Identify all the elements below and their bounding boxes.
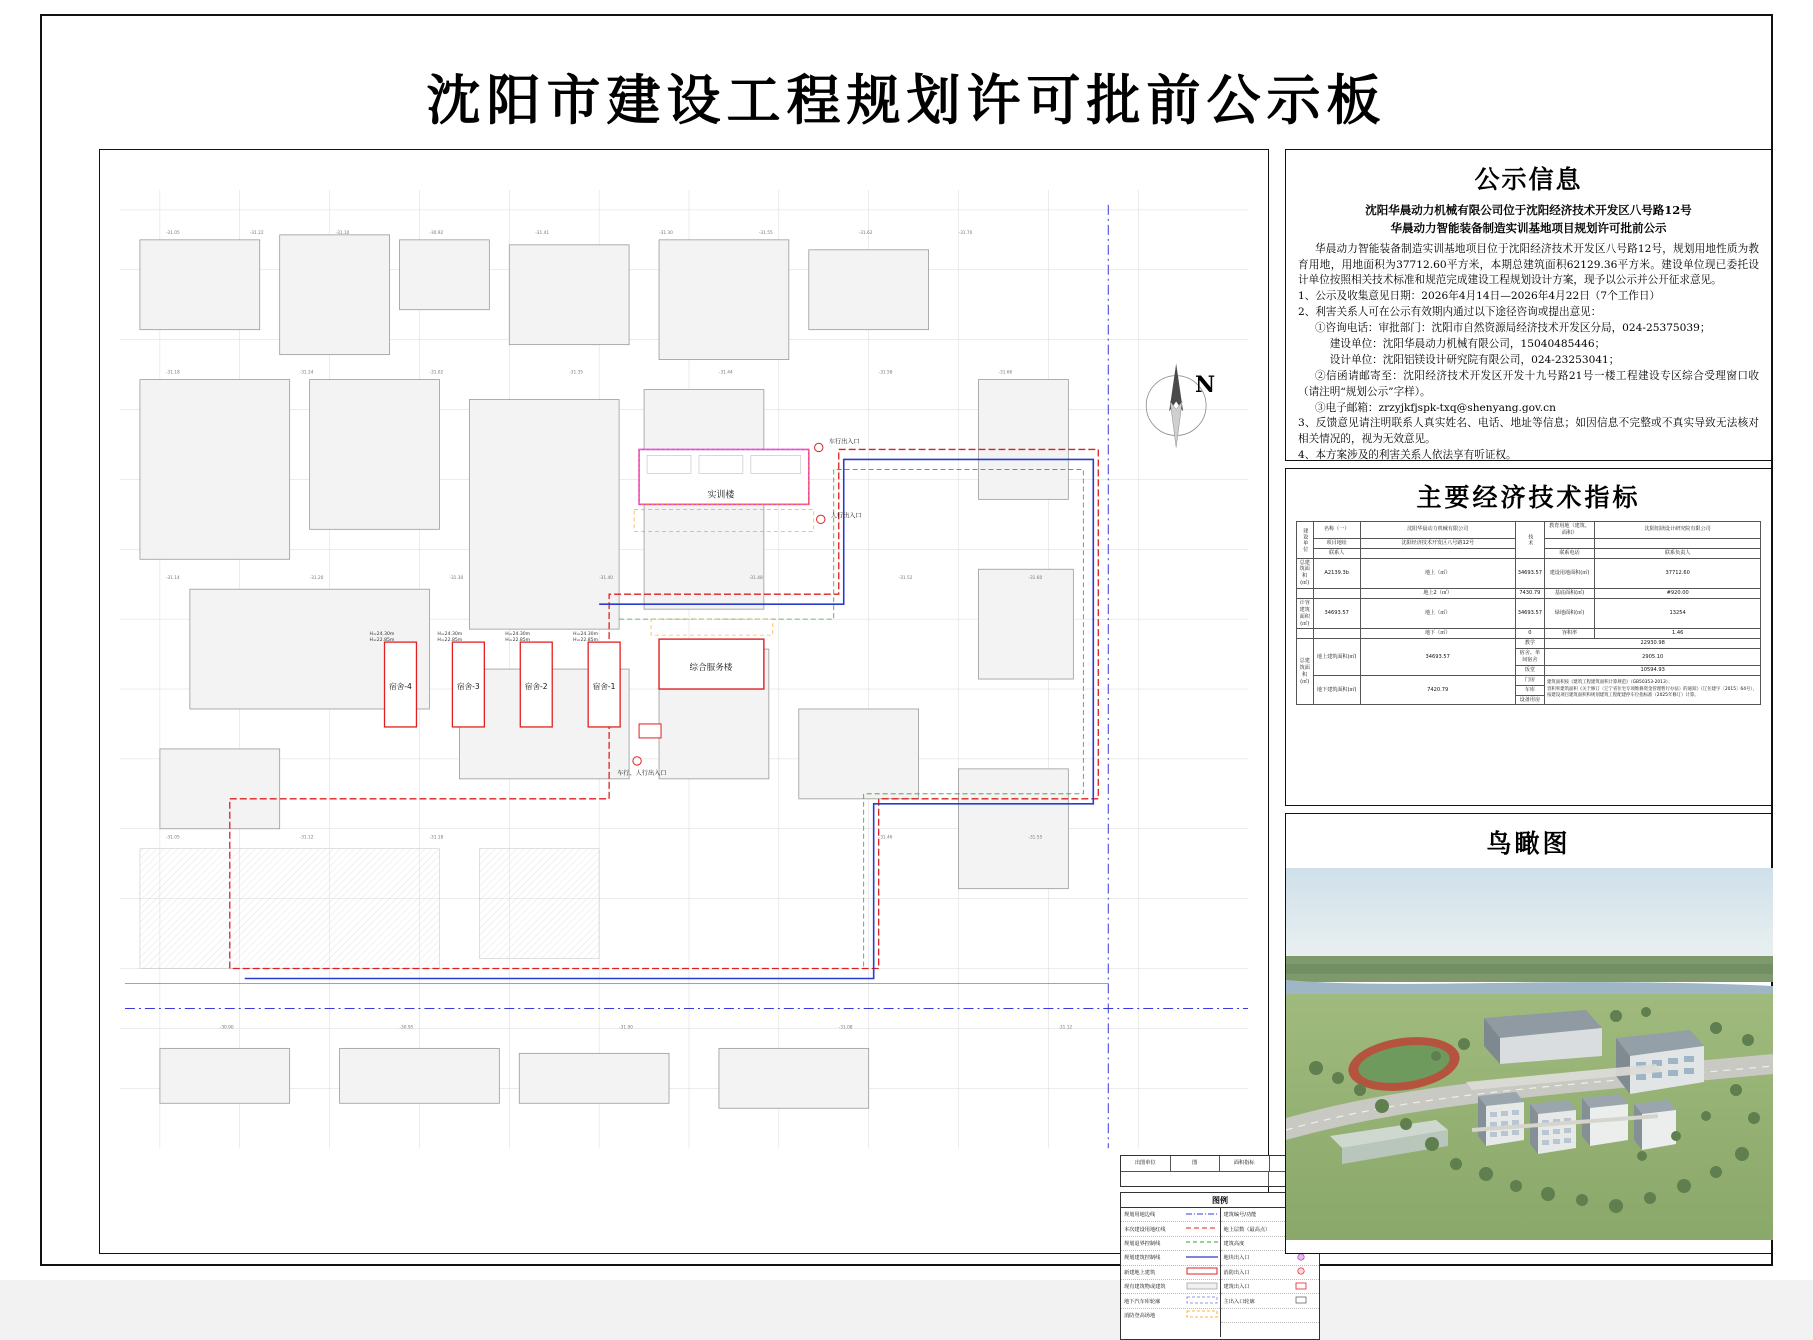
- svg-text:-31.30: -31.30: [449, 576, 464, 582]
- svg-text:-31.02: -31.02: [429, 370, 444, 376]
- legend-symbol-building-entrance: [1283, 1282, 1319, 1292]
- cell: 沈阳经济技术开发区八号路12号: [1360, 538, 1515, 548]
- cell: 地上（㎡）: [1360, 558, 1515, 589]
- cell: 教学: [1515, 639, 1544, 649]
- svg-text:-31.10: -31.10: [335, 230, 350, 236]
- svg-text:-31.46: -31.46: [878, 835, 893, 841]
- notice-item-2: 2、利害关系人可在公示有效期内通过以下途径咨询或提出意见：: [1298, 306, 1602, 319]
- legend-symbol-red-dash: [1184, 1225, 1220, 1233]
- legend-symbol-fire-entrance: [1283, 1267, 1319, 1277]
- legend-item: 建筑高度: [1221, 1237, 1320, 1251]
- notice-panel: [1285, 149, 1772, 461]
- table-row: [1296, 629, 1761, 639]
- table-row: [1296, 522, 1761, 539]
- legend-item: 规划退界控制线: [1121, 1237, 1220, 1251]
- north-arrow-label: N: [1195, 372, 1216, 398]
- indicators-panel: [1285, 468, 1772, 806]
- svg-text:H=24.30m: H=24.30m: [505, 632, 531, 638]
- svg-text:-31.14: -31.14: [165, 576, 180, 582]
- svg-text:宿舍-4: 宿舍-4: [389, 682, 412, 692]
- legend-left-column: [1121, 1208, 1220, 1337]
- aerial-view-panel: [1285, 813, 1772, 1254]
- row-head-design: 技术: [1515, 522, 1544, 559]
- svg-text:-31.55: -31.55: [758, 230, 773, 236]
- cell: 0: [1515, 629, 1544, 639]
- cell: 门房: [1515, 675, 1544, 685]
- scale-cell-0: 出图单位: [1121, 1156, 1171, 1171]
- notice-item-3: 3、反馈意见请注明联系人真实姓名、电话、地址等信息；如因信息不完整或不真实导致无法核对相关情况的，视为无效意见。: [1298, 417, 1759, 446]
- svg-text:-31.30: -31.30: [659, 230, 673, 236]
- cell: 建设用地面积(㎡): [1545, 558, 1595, 589]
- cell: 13254: [1595, 598, 1761, 629]
- aerial-render: [1286, 868, 1773, 1240]
- row-code: [1313, 589, 1360, 599]
- cell: 项目地址: [1313, 538, 1360, 548]
- notice-subtitle-line1: 沈阳华晨动力机械有限公司位于沈阳经济技术开发区八号路12号: [1365, 203, 1692, 217]
- svg-text:-31.35: -31.35: [569, 370, 584, 376]
- legend-symbol-green-dash: [1184, 1239, 1220, 1247]
- notice-subitem-4: ②信函请邮寄至：沈阳经济技术开发区开发十九号路21号一楼工程建设专区综合受理窗口收（请注明“规划公示”字样）。: [1298, 369, 1759, 398]
- cell: 地上建筑面积(㎡): [1313, 639, 1360, 676]
- svg-text:综合服务楼: 综合服务楼: [689, 663, 733, 674]
- row-code: A2139.3b: [1313, 558, 1360, 589]
- cell: [1595, 538, 1761, 548]
- svg-text:-31.20: -31.20: [309, 576, 324, 582]
- legend-symbol-dashdot: [1184, 1211, 1220, 1219]
- svg-text:-31.58: -31.58: [878, 370, 893, 376]
- legend-symbol-parking: [1283, 1296, 1319, 1306]
- table-row: [1296, 639, 1761, 649]
- cell: 地下建筑面积(㎡): [1313, 675, 1360, 705]
- cell: 2905.10: [1545, 649, 1761, 666]
- svg-text:-31.60: -31.60: [1028, 576, 1043, 582]
- legend-item: 消防出入口: [1221, 1266, 1320, 1280]
- svg-text:H=22.85m: H=22.85m: [505, 638, 531, 644]
- legend-item: 主出入口轮廓: [1221, 1294, 1320, 1308]
- svg-text:宿舍-3: 宿舍-3: [457, 682, 480, 692]
- svg-text:-31.05: -31.05: [165, 230, 180, 236]
- cell: 沈阳华晨动力机械有限公司: [1360, 522, 1515, 539]
- notice-item-1: 1、公示及收集意见日期：2026年4月14日—2026年4月22日（7个工作日）: [1298, 290, 1661, 303]
- cell: 34693.57: [1515, 558, 1544, 589]
- svg-text:H=24.30m: H=24.30m: [573, 632, 599, 638]
- legend-item: 建筑编号/功能: [1221, 1208, 1320, 1222]
- cell: 10594.93: [1545, 665, 1761, 675]
- legend-symbol-fire-lane: [1184, 1310, 1220, 1320]
- notice-body: [1298, 242, 1759, 464]
- cell: 名称（一）: [1313, 522, 1360, 539]
- row-label: 总建筑面积(㎡): [1296, 639, 1313, 705]
- cell: [1545, 538, 1595, 548]
- row-label: [1296, 589, 1313, 599]
- svg-text:宿舍-1: 宿舍-1: [592, 682, 616, 692]
- svg-text:-31.40: -31.40: [599, 576, 613, 582]
- legend-item: 规划用地边线: [1121, 1208, 1220, 1222]
- row-label: [1296, 629, 1313, 639]
- cell: 37712.60: [1595, 558, 1761, 589]
- legend-symbol-basement: [1184, 1296, 1220, 1306]
- notice-heading: 公示信息: [1474, 165, 1583, 194]
- cell: 地上2（㎡）: [1360, 589, 1515, 599]
- legend-spacer: [1221, 1323, 1320, 1336]
- indicators-table: [1296, 521, 1762, 705]
- svg-text:-31.24: -31.24: [299, 370, 314, 376]
- svg-text:-31.55: -31.55: [1028, 835, 1043, 841]
- row-code: 34693.57: [1313, 598, 1360, 629]
- notice-subtitle-line2: 华晨动力智能装备制造实训基地项目规划许可批前公示: [1390, 220, 1667, 235]
- cell: 设备用房: [1515, 695, 1544, 705]
- cell: 联系负责人: [1595, 548, 1761, 558]
- table-note: 建筑面积按《建筑工程建筑面积计算规范》（GB50353-2013）； 容积率建筑面积《关于修订〈辽宁省住宅专项维修资金管理暂行办法〉的通知》（辽住建字〔2015〕64号）， 按建设项目建筑面积和规划建筑工程配建停车位指标准（2025年修订）计算。: [1545, 675, 1761, 705]
- legend-item: 建筑出入口: [1221, 1280, 1320, 1294]
- notice-item-4: 4、本方案涉及的利害关系人依法享有听证权。: [1298, 449, 1517, 462]
- svg-text:-31.48: -31.48: [748, 576, 763, 582]
- legend-symbol-existing-building: [1184, 1282, 1220, 1292]
- legend-item: 现有建筑物或建筑: [1121, 1280, 1220, 1294]
- cell: 基底面积(㎡): [1545, 589, 1595, 599]
- row-label: 总建筑面积(㎡): [1296, 558, 1313, 589]
- legend-item: 消防登高场地: [1121, 1309, 1220, 1322]
- cell: #920.00: [1595, 589, 1761, 599]
- notice-subitem-3: 设计单位：沈阳铝镁设计研究院有限公司，024-23253041；: [1329, 353, 1620, 366]
- svg-text:人行出入口: 人行出入口: [830, 512, 862, 520]
- legend-item: 地下汽车库轮廓: [1121, 1294, 1220, 1308]
- legend-item: 地上层数（最高点）: [1221, 1222, 1320, 1236]
- legend-item: 新建地上建筑: [1121, 1266, 1220, 1280]
- row-label: 计容建筑面积(㎡): [1296, 598, 1313, 629]
- cell: 教育用地（建筑、面积）: [1545, 522, 1595, 539]
- row-head-owner: 建设单位: [1296, 522, 1313, 559]
- svg-text:H=22.85m: H=22.85m: [437, 638, 463, 644]
- cell: 1.46: [1595, 629, 1761, 639]
- svg-text:-31.12: -31.12: [1058, 1025, 1073, 1031]
- svg-text:-31.52: -31.52: [898, 576, 913, 582]
- cell: 7420.79: [1360, 675, 1515, 705]
- notice-subitem-1: ①咨询电话：审批部门：沈阳市自然资源局经济技术开发区分局，024-25375039；: [1314, 322, 1711, 335]
- svg-text:-30.95: -30.95: [399, 1025, 414, 1031]
- legend-item: 本次建设用地红线: [1121, 1222, 1220, 1236]
- legend-title: 图例: [1121, 1193, 1319, 1208]
- svg-text:-31.41: -31.41: [535, 230, 550, 236]
- site-plan-panel: [99, 149, 1271, 1319]
- svg-text:车行出入口: 车行出入口: [828, 438, 860, 446]
- cell: 7430.79: [1515, 589, 1544, 599]
- cell: 地下（㎡）: [1360, 629, 1515, 639]
- cell: 容积率: [1545, 629, 1595, 639]
- aerial-view-image: [1286, 868, 1771, 1240]
- notice-paragraph-1: 华晨动力智能装备制造实训基地项目位于沈阳经济技术开发区八号路12号，规划用地性质为教育用地，用地面积为37712.60平方米，本期总建筑面积62129.36平方米。建设单位现已委托设计单位按照相关技术标准和规范完成建设工程规划设计方案，现予以公示并公开征求意见。: [1298, 242, 1759, 287]
- cell: 34693.57: [1515, 598, 1544, 629]
- cell: [1360, 548, 1515, 558]
- svg-text:H=24.30m: H=24.30m: [437, 632, 463, 638]
- indicators-title: 主要经济技术指标: [1416, 483, 1641, 512]
- notice-subitem-2: 建设单位：沈阳华晨动力机械有限公司，15040485446；: [1329, 337, 1606, 350]
- svg-text:-31.18: -31.18: [429, 835, 444, 841]
- legend-item: 地块出入口: [1221, 1251, 1320, 1265]
- cell: 地上（㎡）: [1360, 598, 1515, 629]
- cell: 22930.98: [1545, 639, 1761, 649]
- svg-text:实训楼: 实训楼: [707, 490, 735, 501]
- public-notice-board: [40, 14, 1773, 1319]
- svg-text:-30.92: -30.92: [429, 230, 444, 236]
- legend-item: 规划建筑控制线: [1121, 1251, 1220, 1265]
- svg-text:-31.05: -31.05: [165, 835, 180, 841]
- cell: 绿地面积(㎡): [1545, 598, 1595, 629]
- svg-text:-31.66: -31.66: [998, 370, 1013, 376]
- svg-text:-31.08: -31.08: [838, 1025, 853, 1031]
- table-row: [1296, 675, 1761, 685]
- scale-cell-1: 图: [1171, 1156, 1221, 1171]
- svg-text:-31.18: -31.18: [165, 370, 180, 376]
- cell: 34693.57: [1360, 639, 1515, 676]
- legend-symbol-site-entrance: [1283, 1253, 1319, 1263]
- row-code: [1313, 629, 1360, 639]
- cell: 宿舍、单间宿舍: [1515, 649, 1544, 666]
- svg-text:H=22.85m: H=22.85m: [573, 638, 599, 644]
- cell: 联系人: [1313, 548, 1360, 558]
- svg-text:-31.62: -31.62: [858, 230, 873, 236]
- table-row: [1296, 558, 1761, 589]
- page-title: 沈阳市建设工程规划许可批前公示板: [426, 68, 1387, 132]
- svg-text:-31.00: -31.00: [619, 1025, 633, 1031]
- site-plan-drawing: [100, 150, 1268, 1253]
- aerial-view-title: 鸟瞰图: [1486, 829, 1571, 858]
- scale-cell-2: 面积指标: [1220, 1156, 1270, 1171]
- legend-symbol-new-building: [1184, 1267, 1220, 1277]
- svg-text:车行、人行出入口: 车行、人行出入口: [617, 769, 667, 777]
- svg-text:-31.22: -31.22: [249, 230, 264, 236]
- cell: 饭堂: [1515, 665, 1544, 675]
- cell: 联系电话: [1545, 548, 1595, 558]
- table-row: [1296, 598, 1761, 629]
- svg-text:H=22.85m: H=22.85m: [369, 638, 395, 644]
- cell: 车库: [1515, 685, 1544, 695]
- svg-text:宿舍-2: 宿舍-2: [524, 682, 548, 692]
- legend-spacer: [1221, 1309, 1320, 1323]
- table-row: [1296, 589, 1761, 599]
- cell: 沈阳铝镁设计研究院有限公司: [1595, 522, 1761, 539]
- svg-text:-30.90: -30.90: [219, 1025, 234, 1031]
- svg-text:-31.12: -31.12: [299, 835, 314, 841]
- notice-subitem-5: ③电子邮箱：zrzyjkfjspk-txq@shenyang.gov.cn: [1314, 401, 1556, 414]
- legend-symbol-blue-solid: [1184, 1254, 1220, 1262]
- svg-text:H=24.30m: H=24.30m: [369, 632, 395, 638]
- svg-text:-31.70: -31.70: [958, 230, 973, 236]
- svg-text:-31.44: -31.44: [718, 370, 733, 376]
- scale-blank: [1121, 1172, 1269, 1187]
